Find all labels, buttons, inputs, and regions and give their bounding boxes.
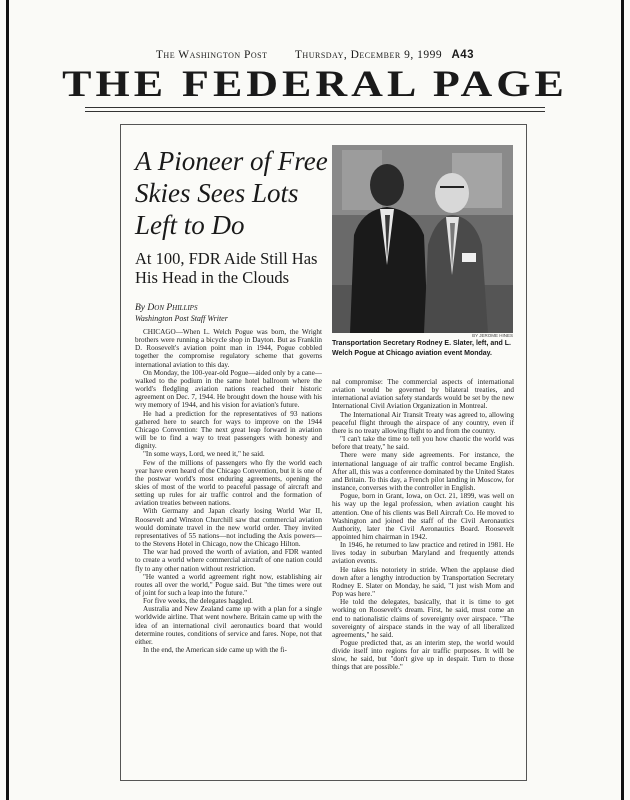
paragraph: CHICAGO—When L. Welch Pogue was born, the Wright brothers were running a bicycle shop in Dayton. But as Franklin D. Roosevelt's aviation point man in 1944, Pogue cobbled together the compromise regulatory scheme that governs international aviation to this day. <box>135 328 322 369</box>
photo-caption: Transportation Secretary Rodney E. Slater, left, and L. Welch Pogue at Chicago aviation event Monday. <box>332 340 511 357</box>
masthead-line <box>0 49 630 61</box>
article-box <box>120 124 527 781</box>
paragraph: He told the delegates, basically, that it is time to get working on Roosevelt's dream. First, he said, must come an end to nationalistic claims of sovereignty over airspace. "The sovereignty of airspace stands in the way of all liberalized agreements," he said. <box>332 598 514 639</box>
byline <box>135 303 197 313</box>
paragraph: Australia and New Zealand came up with a plan for a single worldwide airline. That went nowhere. Britain came up with the idea of an international civil aeronautics board that would determine routes, conditions of service and fares. Nope, not that either. <box>135 605 322 646</box>
article-subhead: At 100, FDR Aide Still Has His Head in the Clouds <box>135 249 318 287</box>
paragraph: In the end, the American side came up with the fi- <box>143 646 287 655</box>
paragraph: He takes his notoriety in stride. When the applause died down after a lengthy introduction by Transportation Secretary Rodney E. Slater on Monday, he said, "I just wish Mom and Pop was here." <box>332 565 514 599</box>
page-number: A43 <box>451 49 475 61</box>
paragraph: He had a prediction for the representatives of 93 nations gathered here to search for ways to improve on the 1944 Chicago Convention: The next great leap forward in aviation will be to find a way to treat passengers with honesty and dignity. <box>135 409 322 451</box>
article-column-1 <box>135 328 322 654</box>
publication-name: The Washington Post <box>155 49 268 61</box>
section-title: THE FEDERAL PAGE <box>62 62 568 105</box>
paragraph: Pogue, born in Grant, Iowa, on Oct. 21, 1899, was well on his way up the legal profession, when aviation caught his attention. One of his clients was Bell Aircraft Co. He moved to Washington and joined the staff of the Civil Aeronautics Authority, later the Civil Aeronautics Board. Roosevelt appointed him chairman in 1942. <box>332 492 514 541</box>
photo-credit: BY JEROME HINES <box>472 333 513 338</box>
paragraph: The war had proved the worth of aviation, and FDR wanted to create a world where commercial aircraft of one nation could fly to any other nation without restriction. <box>135 548 322 573</box>
byline-author: Don Phillips <box>147 303 198 313</box>
article-column-2 <box>332 378 514 672</box>
paragraph: In 1946, he returned to law practice and retired in 1981. He lives today in suburban Maryland and frequently attends aviation events. <box>332 541 514 566</box>
paragraph: "He wanted a world agreement right now, establishing air routes all over the world," Pogue said. But "the times were out of joint for such a leap into the future." <box>135 572 322 597</box>
byline-title: Washington Post Staff Writer <box>135 314 228 323</box>
masthead-rule <box>85 111 545 112</box>
paragraph: On Monday, the 100-year-old Pogue—aided only by a cane—walked to the podium in the same hotel ballroom where the world's fledgling aviation nations reached their historic agreement on Dec. 7, 1944. He brought down the house with his wry memory of 1944, and his vision for aviation's future. <box>135 368 322 410</box>
article-headline: A Pioneer of Free Skies Sees Lots Left to Do <box>135 146 328 240</box>
scan-edge-left <box>6 0 9 800</box>
paragraph: "I can't take the time to tell you how chaotic the world was before that treaty," he said. <box>332 435 514 452</box>
paragraph: nal compromise: The commercial aspects of international aviation would be governed by bilateral treaties, and international aviation safety standards would be set by the new International Civil Aviation Organization in Montreal. <box>332 378 514 411</box>
paragraph: For five weeks, the delegates haggled. <box>143 597 253 606</box>
byline-prefix: By <box>135 303 146 313</box>
article-photo <box>332 145 513 333</box>
paragraph: With Germany and Japan clearly losing World War II, Roosevelt and Winston Churchill saw that commercial aviation would dominate travel in the new world order. They invited representatives of 55 nations—not including the Axis powers—to the Stevens Hotel in Chicago, now the Chicago Hilton. <box>135 507 322 549</box>
masthead-rule <box>85 107 545 108</box>
paragraph: Pogue predicted that, as an interim step, the world would divide itself into regions for air traffic purposes. It will be slow, he said, but "don't give up in despair. Turn to those things that are possible." <box>332 639 514 672</box>
paragraph: The International Air Transit Treaty was agreed to, allowing peaceful flight through the airspace of any country, even if there is no treaty allowing flight to and from the country. <box>332 410 514 435</box>
paragraph: "In some ways, Lord, we need it," he said. <box>143 450 265 459</box>
issue-date: Thursday, December 9, 1999 <box>294 49 443 61</box>
paragraph: Few of the millions of passengers who fly the world each year have even heard of the Chicago Convention, but it is one of the postwar world's most enduring agreements, opening the skies of most of the world to peaceful passage of aircraft and setting up rules for air traffic control and the formation of aviation treaties between nations. <box>135 458 322 508</box>
paragraph: There were many side agreements. For instance, the international language of air traffic control became English. After all, this was a conference dominated by the United States and Britain. To this day, a French pilot landing in Moscow, for instance, converses with the controller in English. <box>332 451 514 493</box>
scan-edge-right <box>621 0 624 800</box>
